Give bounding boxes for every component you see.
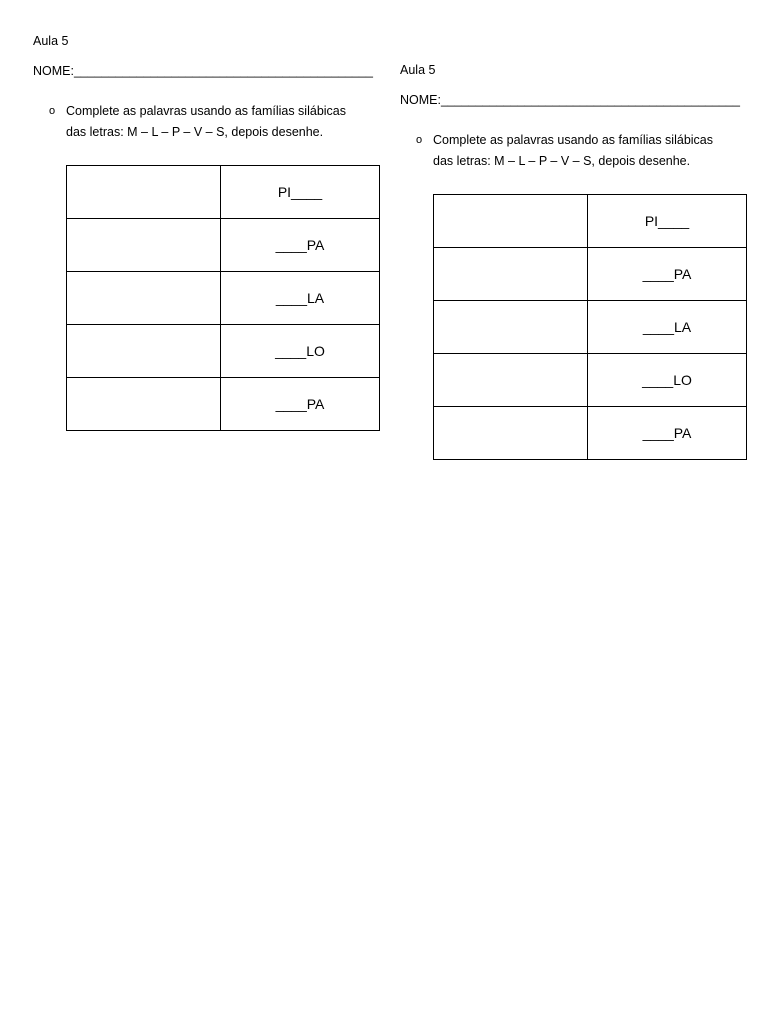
drawing-cell bbox=[67, 378, 221, 431]
table-row bbox=[67, 219, 380, 272]
worksheet-left bbox=[33, 33, 393, 431]
word-cell: ____LO bbox=[588, 354, 747, 407]
word-cell: ____LA bbox=[588, 301, 747, 354]
drawing-cell bbox=[67, 219, 221, 272]
drawing-cell bbox=[67, 166, 221, 219]
drawing-cell bbox=[67, 272, 221, 325]
instruction-text: Complete as palavras usando as famílias silábicas das letras: M – L – P – V – S, depois desenhe. bbox=[66, 104, 346, 139]
instruction-item bbox=[33, 101, 366, 143]
word-cell: ____LA bbox=[221, 272, 380, 325]
word-cell: ____PA bbox=[588, 248, 747, 301]
name-field-line: NOME:___________________________________________ bbox=[400, 93, 740, 107]
drawing-cell bbox=[434, 354, 588, 407]
table-row bbox=[67, 166, 380, 219]
lesson-title: Aula 5 bbox=[33, 34, 69, 48]
table-row bbox=[434, 301, 747, 354]
bullet-icon: o bbox=[49, 105, 56, 117]
drawing-cell bbox=[434, 195, 588, 248]
table-row bbox=[434, 248, 747, 301]
table-row bbox=[67, 325, 380, 378]
drawing-cell bbox=[434, 248, 588, 301]
word-cell: ____LO bbox=[221, 325, 380, 378]
word-cell: ____PA bbox=[221, 378, 380, 431]
word-cell: ____PA bbox=[588, 407, 747, 460]
word-cell: ____PA bbox=[221, 219, 380, 272]
table-row bbox=[434, 354, 747, 407]
table-row bbox=[434, 195, 747, 248]
word-cell: PI____ bbox=[221, 166, 380, 219]
instruction-text: Complete as palavras usando as famílias silábicas das letras: M – L – P – V – S, depois desenhe. bbox=[433, 133, 713, 168]
table-row bbox=[67, 378, 380, 431]
worksheet-right bbox=[400, 62, 760, 460]
lesson-title: Aula 5 bbox=[400, 63, 436, 77]
word-table bbox=[433, 194, 747, 460]
drawing-cell bbox=[434, 407, 588, 460]
word-table bbox=[66, 165, 380, 431]
name-field-line: NOME:___________________________________________ bbox=[33, 64, 373, 78]
drawing-cell bbox=[67, 325, 221, 378]
table-row bbox=[434, 407, 747, 460]
word-cell: PI____ bbox=[588, 195, 747, 248]
table-row bbox=[67, 272, 380, 325]
bullet-icon: o bbox=[416, 134, 423, 146]
instruction-item bbox=[400, 130, 733, 172]
drawing-cell bbox=[434, 301, 588, 354]
